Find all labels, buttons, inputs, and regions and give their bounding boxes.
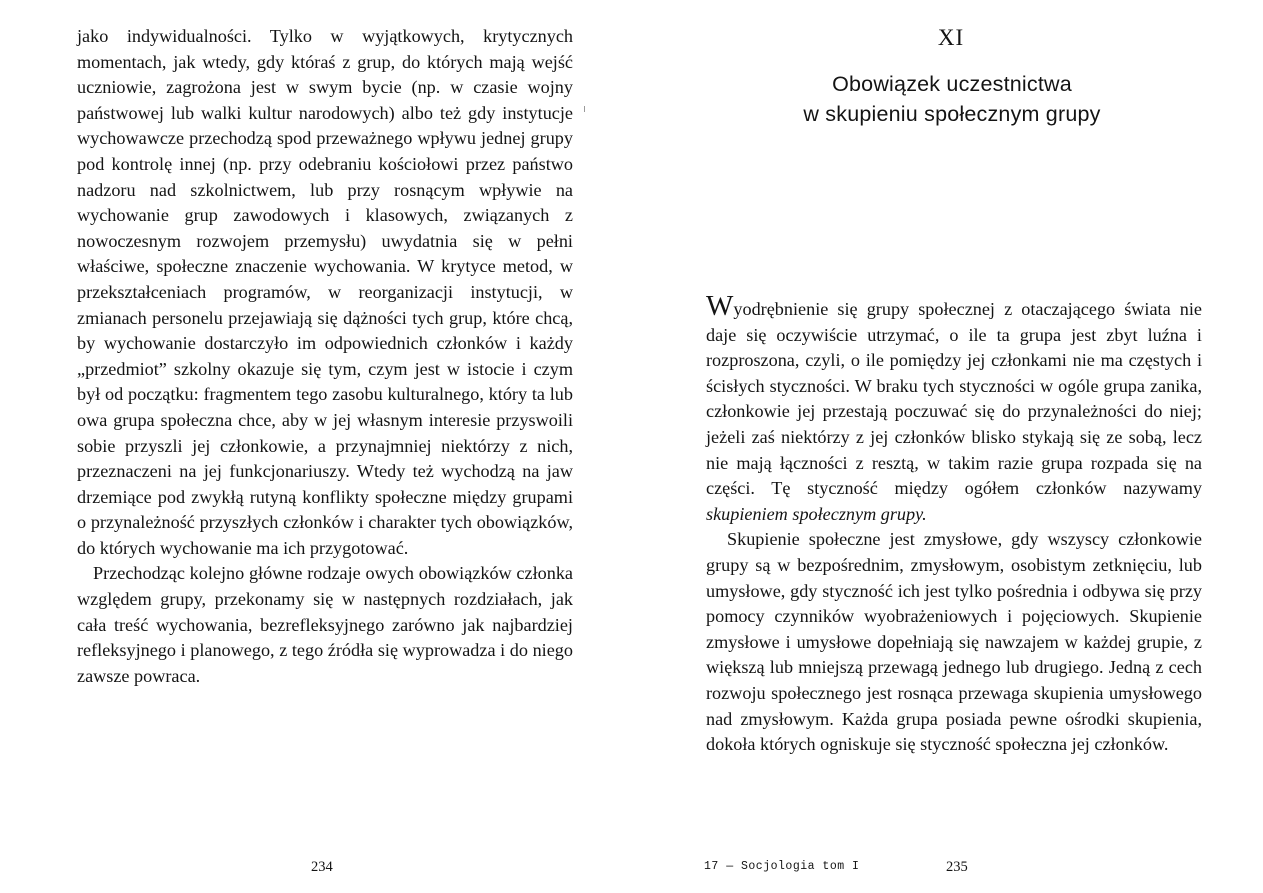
right-paragraph-1-text: yodrębnienie się grupy społecznej z otaczającego świata nie daje się oczywiście utrzymać, o ile ta grupa jest zbyt luźna i rozproszona, czyli, o ile pomiędzy jej członkami nie ma częstych i ścisłych styczności. W braku tych styczności w ogóle grupa zanika, członkowie jej przestają poczuwać się do przynależności do niej; jeżeli zaś niektórzy z jej członków blisko stykają się ze sobą, lecz nie mają łączności z resztą, w takim razie grupa rozpada się na części. Tę styczność między ogółem członków nazywamy xyxy=(706,299,1202,499)
right-page xyxy=(632,0,1263,893)
left-paragraph-1: jako indywidualności. Tylko w wyjątkowych, krytycznych momentach, jak wtedy, gdy któraś z grup, do których mają wejść uczniowie, zagrożona jest w swym bycie (np. w czasie wojny państwowej lub walki kultur narodowych) albo też gdy instytucje wychowawcze przechodzą spod przeważnego wpływu jednej grupy pod kontrolę innej (np. przy odebraniu kościołowi przez państwo nadzoru nad szkolnictwem, lub przy rosnącym wpływie na wychowanie grup zawodowych i klasowych, związanych z nowoczesnym rozwojem przemysłu) uwydatnia się w pełni właściwe, społeczne znaczenie wychowania. W krytyce metod, w przekształceniach programów, w reorganizacji instytucji, w zmianach personelu przejawiają się dążności tych grup, które chcą, by wychowanie dostarczyło im odpowiednich członków i każdy „przedmiot” szkolny okazuje się tym, czym jest w istocie i czym był od początku: fragmentem tego zasobu kulturalnego, który ta lub owa grupa społeczna chce, aby w jej własnym interesie przyswoili sobie przyszli jej członkowie, a przynajmniej niektórzy z nich, przeznaczeni na jej funkcjonariuszy. Wtedy też wychodzą na jaw drzemiące pod zwykłą rutyną konflikty społeczne między grupami o przynależność przyszłych członków i charakter tych obowiązków, do których wychowanie ma ich przygotować. xyxy=(77,26,573,558)
right-page-body xyxy=(706,290,1202,758)
right-page-number: 235 xyxy=(946,859,968,875)
right-paragraph-1-italic-term: skupieniem społecznym grupy. xyxy=(706,503,927,524)
printer-signature-mark: 17 — Socjologia tom I xyxy=(704,860,860,873)
left-page-number: 234 xyxy=(311,859,333,875)
drop-cap-letter: W xyxy=(706,290,734,322)
chapter-title-line-1: Obowiązek uczestnictwa xyxy=(832,72,1072,96)
scan-mark xyxy=(584,106,585,112)
chapter-title-line-2: w skupieniu społecznym grupy xyxy=(803,102,1101,126)
chapter-number: XI xyxy=(937,25,965,50)
right-paragraph-2: Skupienie społeczne jest zmysłowe, gdy wszyscy członkowie grupy są w bezpośrednim, zmysłowym, osobistym zetknięciu, lub umysłowe, gdy styczność ich jest tylko pośrednia i odbywa się przy pomocy czynników wyobrażeniowych i pojęciowych. Skupienie zmysłowe i umysłowe dopełniają się nawzajem w każdej grupie, z większą lub mniejszą przewagą jednego lub drugiego. Jedną z cech rozwoju społecznego jest rosnąca przewaga skupienia umysłowego nad zmysłowym. Każda grupa posiada pewne ośrodki skupienia, dokoła których ogniskuje się styczność społeczna jej członków. xyxy=(706,529,1202,755)
left-page-body xyxy=(77,24,573,689)
chapter-title xyxy=(752,69,1152,129)
left-paragraph-2: Przechodząc kolejno główne rodzaje owych obowiązków członka względem grupy, przekonamy się w następnych rozdziałach, jak cała treść wychowania, bezrefleksyjnego zarówno jak najbardziej refleksyjnego i planowego, z tego źródła się wyprowadza i do niego zawsze powraca. xyxy=(77,563,573,686)
right-paragraph-1 xyxy=(706,290,1202,527)
